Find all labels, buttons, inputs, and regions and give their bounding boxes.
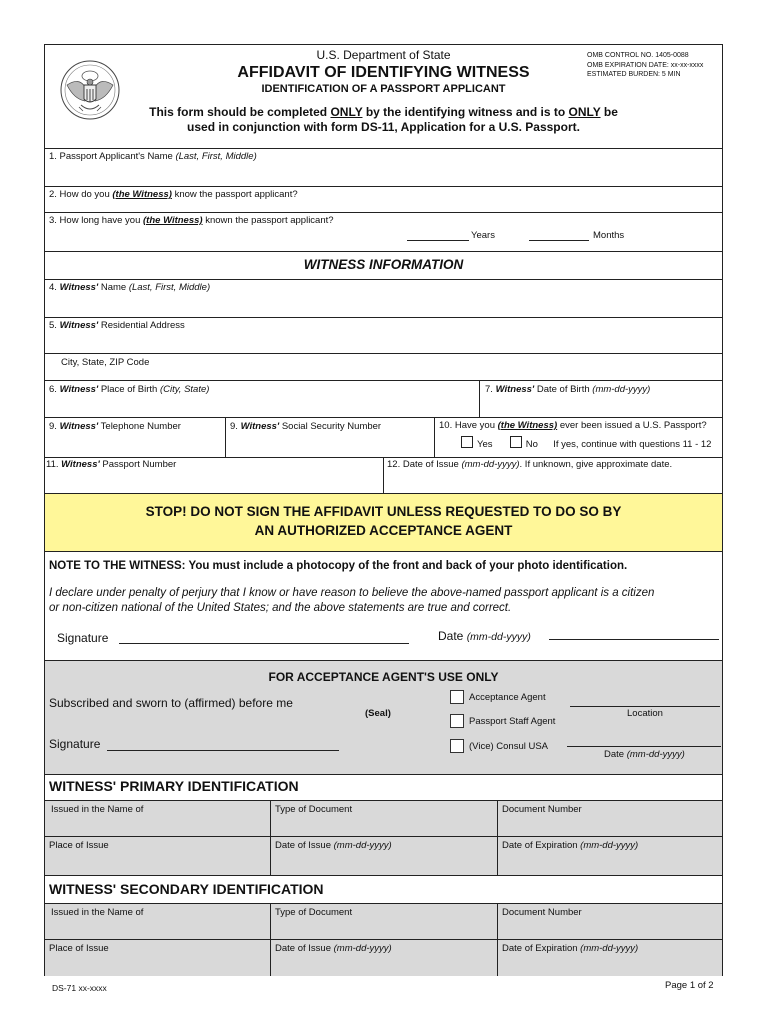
- secondary-date-exp-label: Date of Expiration (mm-dd-yyyy): [502, 943, 639, 954]
- continue-note: If yes, continue with questions 11 - 12: [553, 439, 712, 450]
- yes-checkbox[interactable]: [461, 436, 473, 448]
- date-of-birth-label: 7. Witness' Date of Birth (mm-dd-yyyy): [485, 384, 651, 395]
- agent-signature-label: Signature: [49, 737, 101, 751]
- department-name: U.S. Department of State: [316, 48, 451, 62]
- form-number: DS-71 xx-xxxx: [52, 983, 107, 993]
- city-state-zip-field[interactable]: [175, 355, 719, 373]
- months-label: Months: [593, 230, 625, 241]
- secondary-doc-number-field[interactable]: [502, 920, 722, 938]
- form-title: AFFIDAVIT OF IDENTIFYING WITNESS: [237, 64, 530, 81]
- issued-passport-options: [461, 436, 711, 450]
- location-label: Location: [627, 708, 663, 719]
- primary-id-heading: WITNESS' PRIMARY IDENTIFICATION: [49, 778, 299, 794]
- instruction-line-1: This form should be completed ONLY by the identifying witness and is to ONLY be: [149, 105, 618, 119]
- issued-passport-question: 10. Have you (the Witness) ever been issued a U.S. Passport?: [439, 420, 707, 431]
- no-checkbox[interactable]: [510, 436, 522, 448]
- passport-staff-agent-option: Passport Staff Agent: [469, 716, 556, 727]
- agent-signature-line[interactable]: [107, 750, 339, 751]
- applicant-name-field[interactable]: [49, 166, 723, 184]
- no-label: No: [525, 439, 538, 450]
- agent-section-heading: FOR ACCEPTANCE AGENT'S USE ONLY: [268, 670, 499, 684]
- primary-date-exp-label: Date of Expiration (mm-dd-yyyy): [502, 840, 639, 851]
- passport-issue-date-label: 12. Date of Issue (mm-dd-yyyy). If unknown, give approximate date.: [387, 459, 673, 470]
- primary-doc-type-field[interactable]: [275, 817, 495, 835]
- agent-date-line[interactable]: [567, 746, 721, 747]
- passport-number-field[interactable]: [49, 473, 383, 491]
- stop-banner: [45, 493, 722, 552]
- secondary-issued-name-label: Issued in the Name of: [51, 907, 144, 918]
- subscribed-sworn-text: Subscribed and sworn to (affirmed) before me: [49, 696, 293, 710]
- witness-information-heading: WITNESS INFORMATION: [303, 257, 464, 272]
- location-line[interactable]: [570, 706, 720, 707]
- how-know-field[interactable]: [315, 188, 719, 204]
- form-instruction: [45, 105, 722, 135]
- secondary-id-section: [45, 875, 722, 978]
- primary-date-exp-field[interactable]: [502, 853, 722, 871]
- applicant-name-label: 1. Passport Applicant's Name (Last, First, Middle): [49, 151, 257, 162]
- secondary-date-exp-field[interactable]: [502, 956, 722, 974]
- witness-signature-label: Signature: [57, 631, 109, 645]
- declaration-text: [49, 586, 654, 616]
- secondary-id-heading: WITNESS' SECONDARY IDENTIFICATION: [49, 881, 324, 897]
- primary-doc-number-label: Document Number: [502, 804, 582, 815]
- witness-date-line[interactable]: [549, 639, 719, 640]
- passport-issue-date-field[interactable]: [387, 473, 721, 491]
- secondary-doc-type-label: Type of Document: [275, 907, 353, 918]
- secondary-date-issue-field[interactable]: [275, 956, 495, 974]
- passport-staff-agent-checkbox[interactable]: [450, 714, 464, 728]
- affidavit-form: [44, 44, 723, 976]
- telephone-label: 9. Witness' Telephone Number: [49, 421, 181, 432]
- residential-address-field[interactable]: [49, 335, 723, 353]
- witness-name-field[interactable]: [49, 297, 723, 315]
- primary-issued-name-field[interactable]: [51, 817, 269, 835]
- years-field[interactable]: [407, 240, 469, 241]
- omb-info: [587, 51, 703, 80]
- telephone-field[interactable]: [49, 437, 223, 455]
- primary-issued-name-label: Issued in the Name of: [51, 804, 144, 815]
- how-long-label: 3. How long have you (the Witness) known the passport applicant?: [49, 215, 334, 226]
- place-of-birth-field[interactable]: [49, 399, 478, 417]
- declaration-line-2: or non-citizen national of the United States; and the above statements are true and correct.: [49, 602, 512, 614]
- years-label: Years: [471, 230, 495, 241]
- secondary-date-issue-label: Date of Issue (mm-dd-yyyy): [275, 943, 392, 954]
- secondary-doc-number-label: Document Number: [502, 907, 582, 918]
- primary-place-label: Place of Issue: [49, 840, 109, 851]
- omb-control-number: OMB CONTROL NO. 1405-0088: [587, 52, 689, 59]
- witness-signature-line[interactable]: [119, 643, 409, 644]
- primary-doc-number-field[interactable]: [502, 817, 722, 835]
- primary-id-section: [45, 773, 722, 875]
- place-of-birth-label: 6. Witness' Place of Birth (City, State): [49, 384, 210, 395]
- secondary-place-field[interactable]: [51, 956, 269, 974]
- primary-doc-type-label: Type of Document: [275, 804, 353, 815]
- primary-date-issue-label: Date of Issue (mm-dd-yyyy): [275, 840, 392, 851]
- months-field[interactable]: [529, 240, 589, 241]
- page-number: Page 1 of 2: [665, 980, 714, 991]
- residential-address-label: 5. Witness' Residential Address: [49, 320, 185, 331]
- vice-consul-checkbox[interactable]: [450, 739, 464, 753]
- vice-consul-option: (Vice) Consul USA: [469, 741, 549, 752]
- declaration-line-1: I declare under penalty of perjury that I know or have reason to believe the above-named passport applicant is a citizen: [49, 587, 655, 599]
- form-subtitle: IDENTIFICATION OF A PASSPORT APPLICANT: [261, 83, 506, 95]
- how-know-label: 2. How do you (the Witness) know the passport applicant?: [49, 189, 298, 200]
- witness-name-label: 4. Witness' Name (Last, First, Middle): [49, 282, 211, 293]
- acceptance-agent-checkbox[interactable]: [450, 690, 464, 704]
- passport-number-label: 11. Witness' Passport Number: [46, 459, 177, 470]
- city-state-zip-label: City, State, ZIP Code: [61, 357, 150, 368]
- witness-date-label: Date (mm-dd-yyyy): [438, 629, 531, 643]
- acceptance-agent-option: Acceptance Agent: [469, 692, 546, 703]
- secondary-doc-type-field[interactable]: [275, 920, 495, 938]
- omb-expiration: OMB EXPIRATION DATE: xx-xx-xxxx: [587, 61, 704, 69]
- ssn-field[interactable]: [230, 437, 434, 455]
- agent-date-label: Date (mm-dd-yyyy): [604, 749, 685, 760]
- note-to-witness: NOTE TO THE WITNESS: You must include a photocopy of the front and back of your photo identification.: [49, 560, 628, 572]
- secondary-place-label: Place of Issue: [49, 943, 109, 954]
- stop-banner-line-1: STOP! DO NOT SIGN THE AFFIDAVIT UNLESS REQUESTED TO DO SO BY: [145, 504, 622, 519]
- secondary-issued-name-field[interactable]: [51, 920, 269, 938]
- primary-date-issue-field[interactable]: [275, 853, 495, 871]
- yes-label: Yes: [477, 439, 493, 450]
- acceptance-agent-section: [45, 660, 722, 775]
- date-of-birth-field[interactable]: [485, 399, 719, 417]
- ssn-label: 9. Witness' Social Security Number: [230, 421, 382, 432]
- stop-banner-line-2: AN AUTHORIZED ACCEPTANCE AGENT: [254, 523, 513, 538]
- primary-place-field[interactable]: [51, 853, 269, 871]
- seal-label: (Seal): [365, 708, 391, 719]
- estimated-burden: ESTIMATED BURDEN: 5 MIN: [587, 71, 681, 78]
- instruction-line-2: used in conjunction with form DS-11, Application for a U.S. Passport.: [187, 120, 580, 134]
